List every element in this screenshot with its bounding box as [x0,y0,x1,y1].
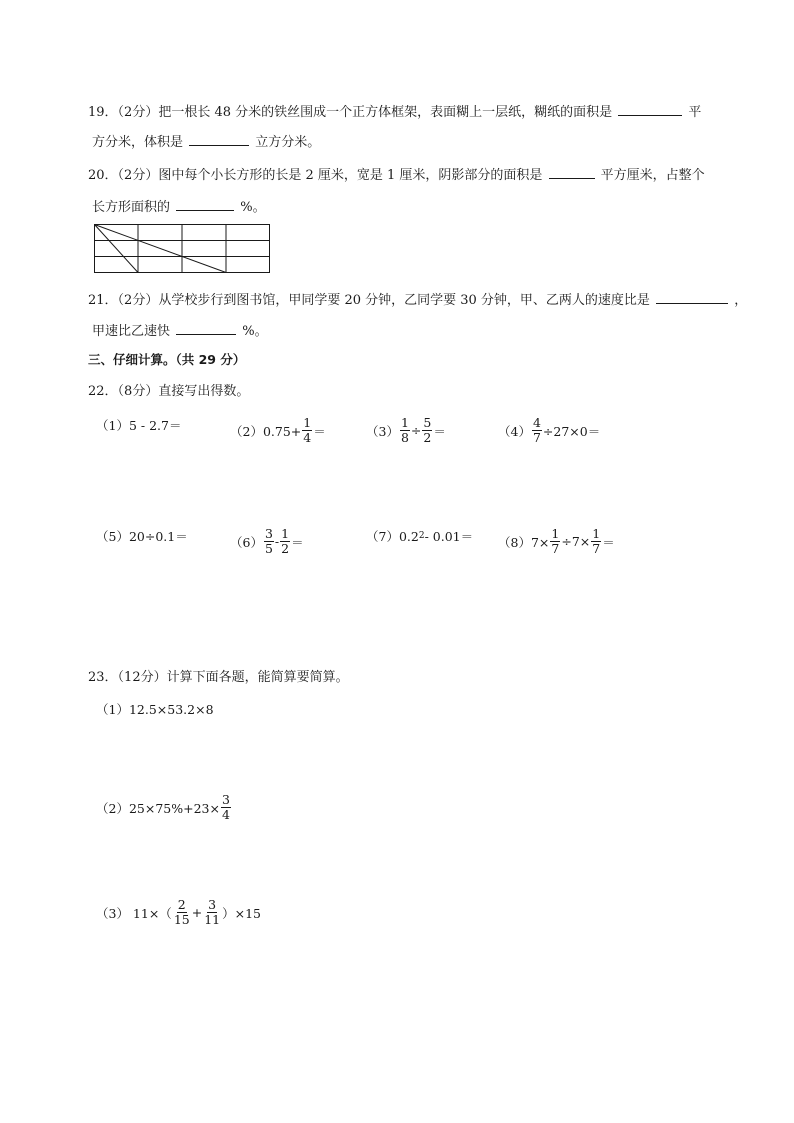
fraction-numerator: 2 [177,897,186,912]
fraction-denominator: 8 [400,430,409,445]
q22-p4-rest: ÷27×0＝ [542,423,601,439]
q20-text2: 长方形面积的 [92,200,171,215]
q23-p3-rest: ）×15 [222,905,261,921]
q21-line1 [88,289,747,311]
fraction-numerator: 1 [303,415,312,430]
q22-p8-eq: ＝ [602,534,615,550]
q22-p2-eq: ＝ [313,423,326,439]
q23-p3-operator: + [191,905,203,920]
q22-p8-fraction-2 [591,527,601,556]
q21-blank1[interactable] [656,289,728,304]
diagonal-line-1 [95,225,139,273]
fraction-denominator: 2 [281,541,290,556]
diagonal-line-2 [95,225,227,273]
fraction-numerator: 1 [592,526,601,541]
q22-problem-6 [230,527,304,556]
section3-heading: 三、仔细计算。（共 29 分） [88,352,246,367]
q19-line1 [88,101,701,123]
q23-p3-fraction-2 [203,898,221,927]
q22-problem-8 [498,527,615,556]
q20-text2-end: %。 [240,200,266,215]
q22-p3-eq: ＝ [433,423,446,439]
fraction-denominator: 4 [221,807,230,822]
q22-p8-text: （8）7× [498,534,550,550]
q23-p3-text: （3） 11×（ [96,905,172,921]
fraction-numerator: 3 [208,897,217,912]
fraction-denominator: 11 [204,912,221,927]
q23-p2-fraction [221,793,231,822]
fraction-numerator: 3 [264,526,273,541]
q21-text1-end: ， [734,293,748,308]
q22-problem-4 [498,416,600,445]
q21-text1: 21．（2分）从学校步行到图书馆，甲同学要 20 分钟，乙同学要 30 分钟，甲、乙两人的速度比是 [88,293,650,308]
q23-p1-text: （1）12.5×53.2×8 [96,702,214,717]
q23-problem-1 [96,700,214,718]
fraction-denominator: 2 [423,430,432,445]
q22-p4-fraction [532,416,542,445]
q20-blank2[interactable] [176,196,234,211]
q22-p4-text: （4） [498,423,531,439]
q19-text2: 方分米，体积是 [92,135,184,150]
q22-p3-fraction-1 [400,416,410,445]
q22-problem-3 [366,416,446,445]
q23-p3-fraction-1 [173,898,191,927]
q23-p2-text: （2）25×75%+23× [96,800,220,816]
q23-title: 23．（12分）计算下面各题，能简算要简算。 [88,670,349,685]
q20-rectangle-figure [94,224,274,274]
q19-text1: 19．（2分）把一根长 48 分米的铁丝围成一个正方体框架，表面糊上一层纸，糊纸的面积是 [88,105,613,120]
q20-text1-end: 平方厘米，占整个 [600,168,705,183]
q22-p3-text: （3） [366,423,399,439]
q21-blank2[interactable] [176,320,236,335]
fraction-denominator: 7 [532,430,541,445]
q22-p6-fraction-1 [264,527,274,556]
q22-p6-operator: - [274,534,280,549]
q22-problem-7 [366,527,473,545]
fraction-numerator: 4 [532,415,541,430]
q22-p7-text: （7）0.2 [366,529,419,544]
q22-p3-fraction-2 [422,416,432,445]
q23-problem-3 [96,898,261,927]
fraction-denominator: 7 [592,541,601,556]
fraction-numerator: 1 [551,526,560,541]
fraction-numerator: 1 [400,415,409,430]
q22-p7-exponent: 2 [418,531,425,541]
fraction-numerator: 1 [281,526,290,541]
q19-blank1[interactable] [618,101,682,116]
q22-p2-fraction [302,416,312,445]
q22-p5-text: （5）20÷0.1＝ [96,529,188,544]
q23-problem-2 [96,793,232,822]
q22-p1-text: （1）5 - 2.7＝ [96,418,182,433]
q19-blank2[interactable] [189,131,249,146]
fraction-numerator: 3 [221,792,230,807]
q21-line2 [92,320,268,342]
q20-line1 [88,164,705,186]
q22-title: 22．（8分）直接写出得数。 [88,384,250,399]
q19-line2 [92,131,320,153]
q22-p6-fraction-2 [280,527,290,556]
q22-p2-text: （2）0.75+ [230,423,302,439]
fraction-denominator: 4 [303,430,312,445]
q20-text1: 20．（2分）图中每个小长方形的长是 2 厘米，宽是 1 厘米，阴影部分的面积是 [88,168,543,183]
q22-p6-eq: ＝ [291,534,304,550]
q22-p7-rest: - 0.01＝ [424,529,474,544]
q21-text2-end: %。 [242,324,268,339]
q20-line2 [92,196,266,218]
q19-text2-end: 立方分米。 [255,135,321,150]
fraction-denominator: 15 [173,912,190,927]
q22-p8-mid: ÷7× [561,534,591,549]
q20-blank1[interactable] [549,164,595,179]
fraction-numerator: 5 [423,415,432,430]
q21-text2: 甲速比乙速快 [92,324,171,339]
q19-text1-end: 平 [688,105,702,120]
fraction-denominator: 7 [551,541,560,556]
q22-problem-5 [96,527,188,545]
q22-p3-operator: ÷ [410,423,422,438]
q22-problem-1 [96,416,181,434]
q22-p8-fraction-1 [550,527,560,556]
q22-p6-text: （6） [230,534,263,550]
fraction-denominator: 5 [264,541,273,556]
q22-problem-2 [230,416,326,445]
